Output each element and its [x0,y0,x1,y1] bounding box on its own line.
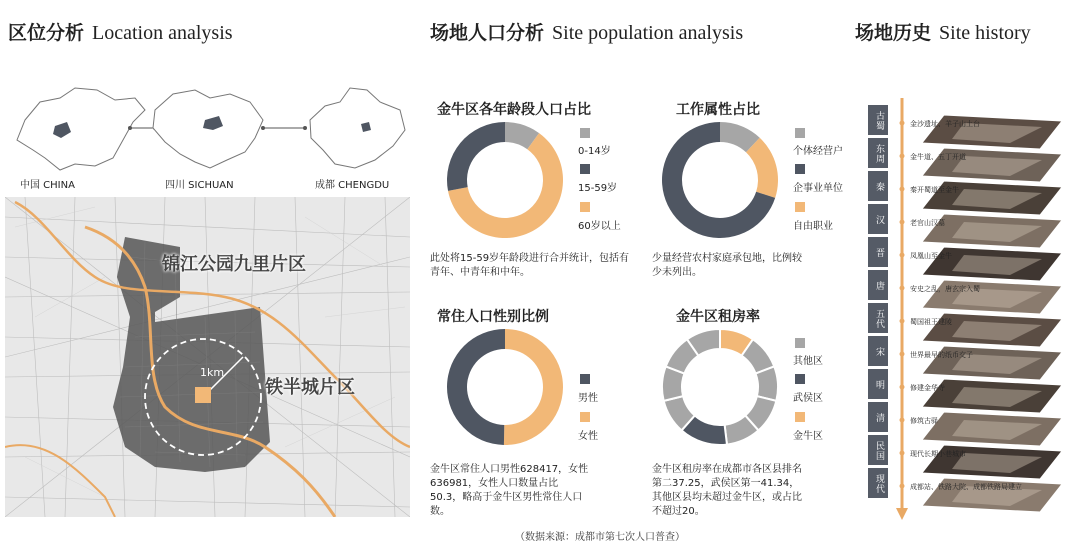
history-section-title [855,18,1031,45]
location-section-title [8,18,233,45]
chart-rent-note: 金牛区租房率在成都市各区县排名第二37.25，武侯区第一41.34，其他区县均未超过金牛区，或占比不超过20。 [652,464,802,517]
history-event-label: 蜀国祖王建陵 [910,318,952,326]
donut-slice [447,122,505,191]
timeline-dot [900,187,905,192]
timeline-dot [900,451,905,456]
era-label: 古蜀 [874,110,884,131]
timeline-dot [900,220,905,225]
chart-gender-title: 常住人口性别比例 [437,309,549,325]
legend-label: 60岁以上 [578,221,621,232]
history-event-label: 安史之乱，唐玄宗入蜀 [910,285,980,293]
sichuan-label: 四川 SICHUAN [165,180,234,191]
legend-label: 其他区 [793,356,823,367]
legend-label: 个体经营户 [793,146,843,157]
population-section-title [430,18,743,45]
locator-maps [5,80,410,190]
legend-label: 男性 [578,393,598,404]
chart-work-note: 少量经营农村家庭承包地，比例较少未列出。 [652,253,802,278]
legend-label: 金牛区 [793,431,823,442]
era-label: 唐 [874,280,884,291]
era-label: 现代 [874,473,884,494]
chart-age-note: 此处将15-59岁年龄段进行合并统计，包括有青年、中青年和中年。 [430,253,630,278]
legend-label: 武侯区 [793,393,823,404]
chart-work-title: 工作属性占比 [676,102,760,118]
timeline-dot [900,319,905,324]
timeline-dot [900,154,905,159]
chart-gender-donut [445,327,565,447]
chart-age-title: 金牛区各年龄段人口占比 [437,102,591,118]
data-source: （数据来源：成都市第七次人口普查） [515,532,685,543]
history-event-label: 现代长期小巷城市 [910,450,966,458]
legend-swatch [795,338,805,348]
legend-swatch [795,374,805,384]
legend-swatch [795,202,805,212]
history-event-label: 凤凰山至金牛 [910,252,952,260]
history-timeline [860,90,1075,530]
legend-label: 企事业单位 [793,183,843,194]
era-label: 清 [874,412,884,423]
legend-swatch [580,164,590,174]
era-label: 宋 [874,346,884,357]
chengdu-map [310,88,405,168]
legend-label: 女性 [578,431,598,442]
timeline-dot [900,121,905,126]
era-label: 晋 [874,247,884,258]
population-title-en: Site population analysis [552,22,744,44]
timeline-dot [900,253,905,258]
chengdu-label: 成都 CHENGDU [315,180,390,191]
timeline-dot [900,286,905,291]
district-label-jiuli: 锦江公园九里片区 [162,254,306,275]
district-label-tiebancheng: 铁半城片区 [265,377,355,398]
history-event-label: 金牛道、五丁开道 [910,153,966,161]
timeline-dot [900,484,905,489]
china-map [17,88,145,170]
history-event-label: 老官山汉墓 [910,219,945,227]
location-title-cn: 区位分析 [8,22,85,44]
era-label: 民国 [874,440,884,461]
era-label: 明 [874,379,884,390]
chart-rent-title: 金牛区租房率 [676,309,760,325]
donut-slice [447,329,505,445]
donut-slice [504,329,563,445]
era-label: 东周 [874,143,884,164]
history-event-label: 秦开蜀道至金牛 [910,186,959,194]
chart-gender-note: 金牛区常住人口男性628417，女性636981，女性人口数量占比50.3，略高于金牛区男性常住人口数。 [430,464,589,517]
era-label: 秦 [874,181,884,192]
history-title-cn: 场地历史 [855,22,932,44]
location-title-en: Location analysis [92,22,233,44]
legend-swatch [795,128,805,138]
era-label: 汉 [874,214,884,225]
legend-label: 15-59岁 [578,183,618,194]
chart-work-donut [660,120,780,240]
history-event-label: 金沙遗址、羊子山土台 [910,120,980,128]
chart-rent-donut [660,327,780,447]
legend-label: 自由职业 [793,221,833,232]
china-label: 中国 CHINA [20,180,75,191]
timeline-dot [900,352,905,357]
legend-label: 0-14岁 [578,146,611,157]
chart-age-donut [445,120,565,240]
legend-swatch [795,412,805,422]
legend-swatch [580,128,590,138]
history-event-label: 世界最早的纸币交子 [910,351,973,359]
legend-swatch [795,164,805,174]
site-map [5,197,410,517]
history-event-label: 成都站、铁路大院、成都铁路局建立 [910,483,1022,491]
timeline-dot [900,385,905,390]
legend-swatch [580,374,590,384]
era-label: 五代 [874,308,884,329]
site-marker [195,387,211,403]
timeline-dot [900,418,905,423]
radius-label: 1km [200,366,225,379]
legend-swatch [580,412,590,422]
history-event-label: 修筑古驿 [910,417,938,425]
population-title-cn: 场地人口分析 [430,22,545,44]
legend-swatch [580,202,590,212]
history-event-label: 修建金华寺 [910,384,945,392]
history-title-en: Site history [939,22,1031,44]
